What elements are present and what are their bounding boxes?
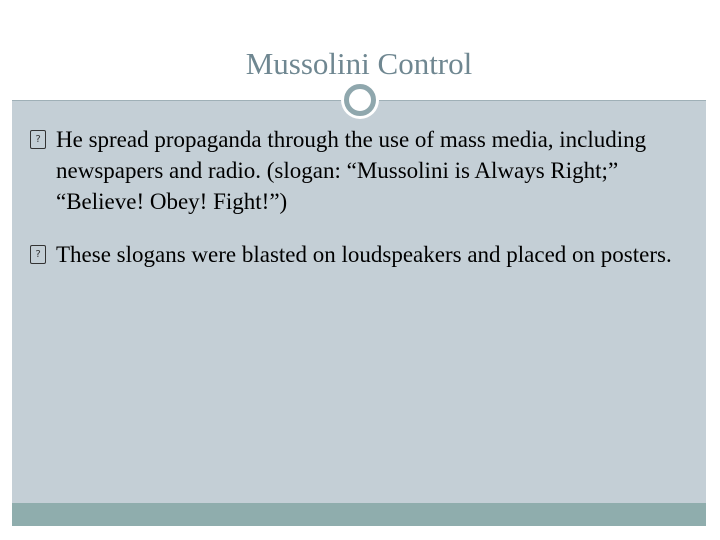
bullet-text: He spread propaganda through the use of mass media, including newspapers and radio. (slogan: “Mussolini is Always Right;” “Believe! Obey! Fight!”) [56,127,647,214]
circle-ring-inner [344,84,376,116]
missing-glyph-box-icon: ? [30,245,46,264]
divider-line-left [12,98,341,99]
bullet-list [30,124,690,292]
bullet-text: These slogans were blasted on loudspeakers and placed on posters. [56,242,672,267]
bullet-item [30,124,690,217]
footer-bar [12,503,706,526]
circle-ring-icon [341,81,379,119]
slide-title: Mussolini Control [245,46,473,81]
divider-line-right [379,98,527,99]
missing-glyph-box-icon: ? [30,130,46,149]
bullet-item [30,239,690,270]
